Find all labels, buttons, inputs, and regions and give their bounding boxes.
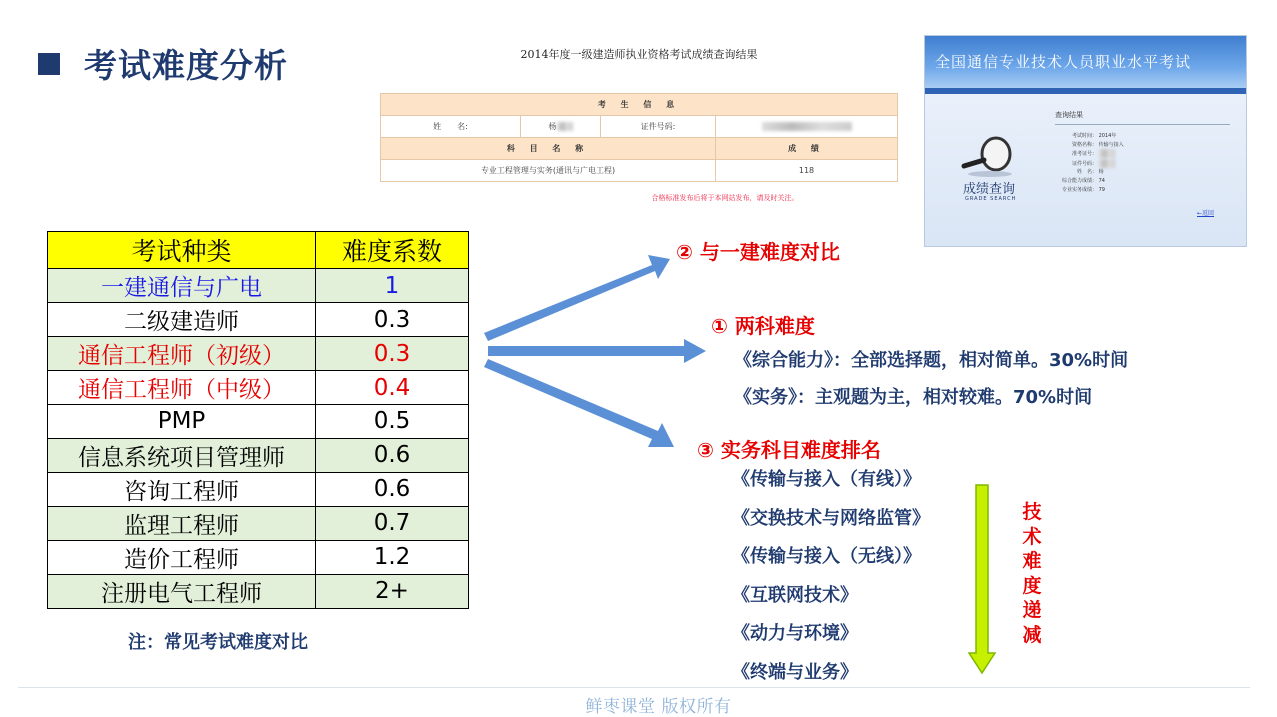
portal-header: 全国通信专业技术人员职业水平考试 <box>925 36 1246 88</box>
exam-name: 注册电气工程师 <box>48 574 316 608</box>
result-row: 准考证号： <box>1053 149 1124 159</box>
table-row <box>48 371 469 405</box>
portal-body <box>925 94 1246 247</box>
difficulty-value: 2+ <box>316 574 469 608</box>
exam-name: 咨询工程师 <box>48 472 316 506</box>
table-row <box>48 506 469 540</box>
exam-name: 造价工程师 <box>48 540 316 574</box>
section-two-subjects-title: ① 两科难度 <box>711 314 815 338</box>
arrow-down-icon <box>484 359 674 447</box>
table-header-row <box>48 232 469 269</box>
header-exam-type: 考试种类 <box>48 232 316 269</box>
score-doc-title: 2014年度一级建造师执业资格考试成绩查询结果 <box>520 48 758 61</box>
exam-name: PMP <box>48 405 316 439</box>
vertical-char: 难 <box>1022 550 1042 572</box>
result-title: 查询结果 <box>1055 110 1230 125</box>
difficulty-decreasing-label <box>1020 500 1044 647</box>
result-row: 综合能力成绩： 74 <box>1061 177 1105 184</box>
subject-name: 专业工程管理与实务(通讯与广电工程) <box>381 160 716 182</box>
exam-portal-screenshot <box>924 35 1247 247</box>
list-item: 《互联网技术》 <box>732 584 858 606</box>
score-note: 合格标准发布后将于本网站发布，请及时关注。 <box>651 194 799 202</box>
table-footnote: 注：常见考试难度对比 <box>128 632 308 653</box>
down-arrow-icon <box>968 483 996 675</box>
exam-name: 二级建造师 <box>48 303 316 337</box>
page-title <box>38 40 288 87</box>
score-header: 成 绩 <box>716 138 898 160</box>
magnifier-icon <box>960 134 1020 178</box>
section-compare-title: ② 与一建难度对比 <box>676 240 840 264</box>
score-result-screenshot <box>380 46 898 206</box>
title-bullet-square <box>38 53 60 75</box>
subject-line-practice: 《实务》：主观题为主，相对较难。70%时间 <box>734 387 1093 408</box>
table-row <box>48 540 469 574</box>
header-difficulty: 难度系数 <box>316 232 469 269</box>
result-row: 资格名称： 传输与接入 <box>1071 141 1124 148</box>
vertical-char: 递 <box>1022 599 1042 621</box>
title-text: 考试难度分析 <box>84 46 288 85</box>
difficulty-value: 0.3 <box>316 303 469 337</box>
table-row <box>48 472 469 506</box>
exam-name: 一建通信与广电 <box>48 269 316 303</box>
id-label: 证件号码: <box>601 116 716 138</box>
name-label: 姓 名: <box>381 116 521 138</box>
difficulty-value: 0.7 <box>316 506 469 540</box>
copyright-text: 鲜枣课堂 版权所有 <box>585 697 732 717</box>
result-row: 证件号码： <box>1053 159 1124 169</box>
name-value: 杨 <box>521 116 601 138</box>
footer-divider <box>18 687 1250 688</box>
list-item: 《传输与接入（有线）》 <box>732 469 921 490</box>
score-table <box>380 93 898 182</box>
table-row <box>48 337 469 371</box>
vertical-char: 减 <box>1022 623 1042 646</box>
vertical-char: 度 <box>1022 574 1042 597</box>
table-row <box>48 574 469 608</box>
table-row <box>48 303 469 337</box>
table-row <box>48 405 469 439</box>
result-rows <box>1053 132 1124 194</box>
difficulty-value: 0.5 <box>316 405 469 439</box>
exam-name: 监理工程师 <box>48 506 316 540</box>
exam-name: 通信工程师（中级） <box>48 371 316 405</box>
arrow-right-icon <box>488 339 706 363</box>
list-item: 《动力与环境》 <box>732 623 858 644</box>
arrow-up-icon <box>484 255 670 341</box>
list-item: 《终端与业务》 <box>732 661 858 683</box>
section-ranking-title: ③ 实务科目难度排名 <box>697 438 881 462</box>
branch-arrows <box>480 245 720 455</box>
subject-header: 科 目 名 称 <box>381 138 716 160</box>
vertical-char: 术 <box>1022 525 1042 548</box>
result-row: 考试时间： 2014年 <box>1071 133 1117 139</box>
difficulty-value: 1 <box>316 269 469 303</box>
difficulty-value: 0.6 <box>316 438 469 472</box>
exam-name: 通信工程师（初级） <box>48 337 316 371</box>
ranking-list <box>732 468 930 699</box>
list-item: 《传输与接入（无线）》 <box>732 546 921 567</box>
list-item: 《交换技术与网络监管》 <box>732 507 930 529</box>
difficulty-value: 1.2 <box>316 540 469 574</box>
difficulty-value: 0.3 <box>316 337 469 371</box>
result-row: 姓 名： 杨 <box>1076 169 1104 176</box>
table-row <box>48 269 469 303</box>
difficulty-value: 0.6 <box>316 472 469 506</box>
back-link[interactable]: ←返回 <box>1197 210 1215 217</box>
table-row <box>48 438 469 472</box>
score-value: 118 <box>716 160 898 182</box>
exam-name: 信息系统项目管理师 <box>48 438 316 472</box>
result-row: 专业实务成绩： 79 <box>1061 186 1105 193</box>
id-value-blurred <box>716 116 898 138</box>
grade-search-label: 成绩查询 <box>963 182 1016 197</box>
candidate-info-header: 考 生 信 息 <box>381 94 898 116</box>
difficulty-value: 0.4 <box>316 371 469 405</box>
subject-line-comprehensive: 《综合能力》：全部选择题，相对简单。30%时间 <box>734 350 1129 371</box>
grade-search-sub: GRADE SEARCH <box>965 196 1017 202</box>
difficulty-table <box>47 231 469 609</box>
vertical-char: 技 <box>1022 501 1042 523</box>
